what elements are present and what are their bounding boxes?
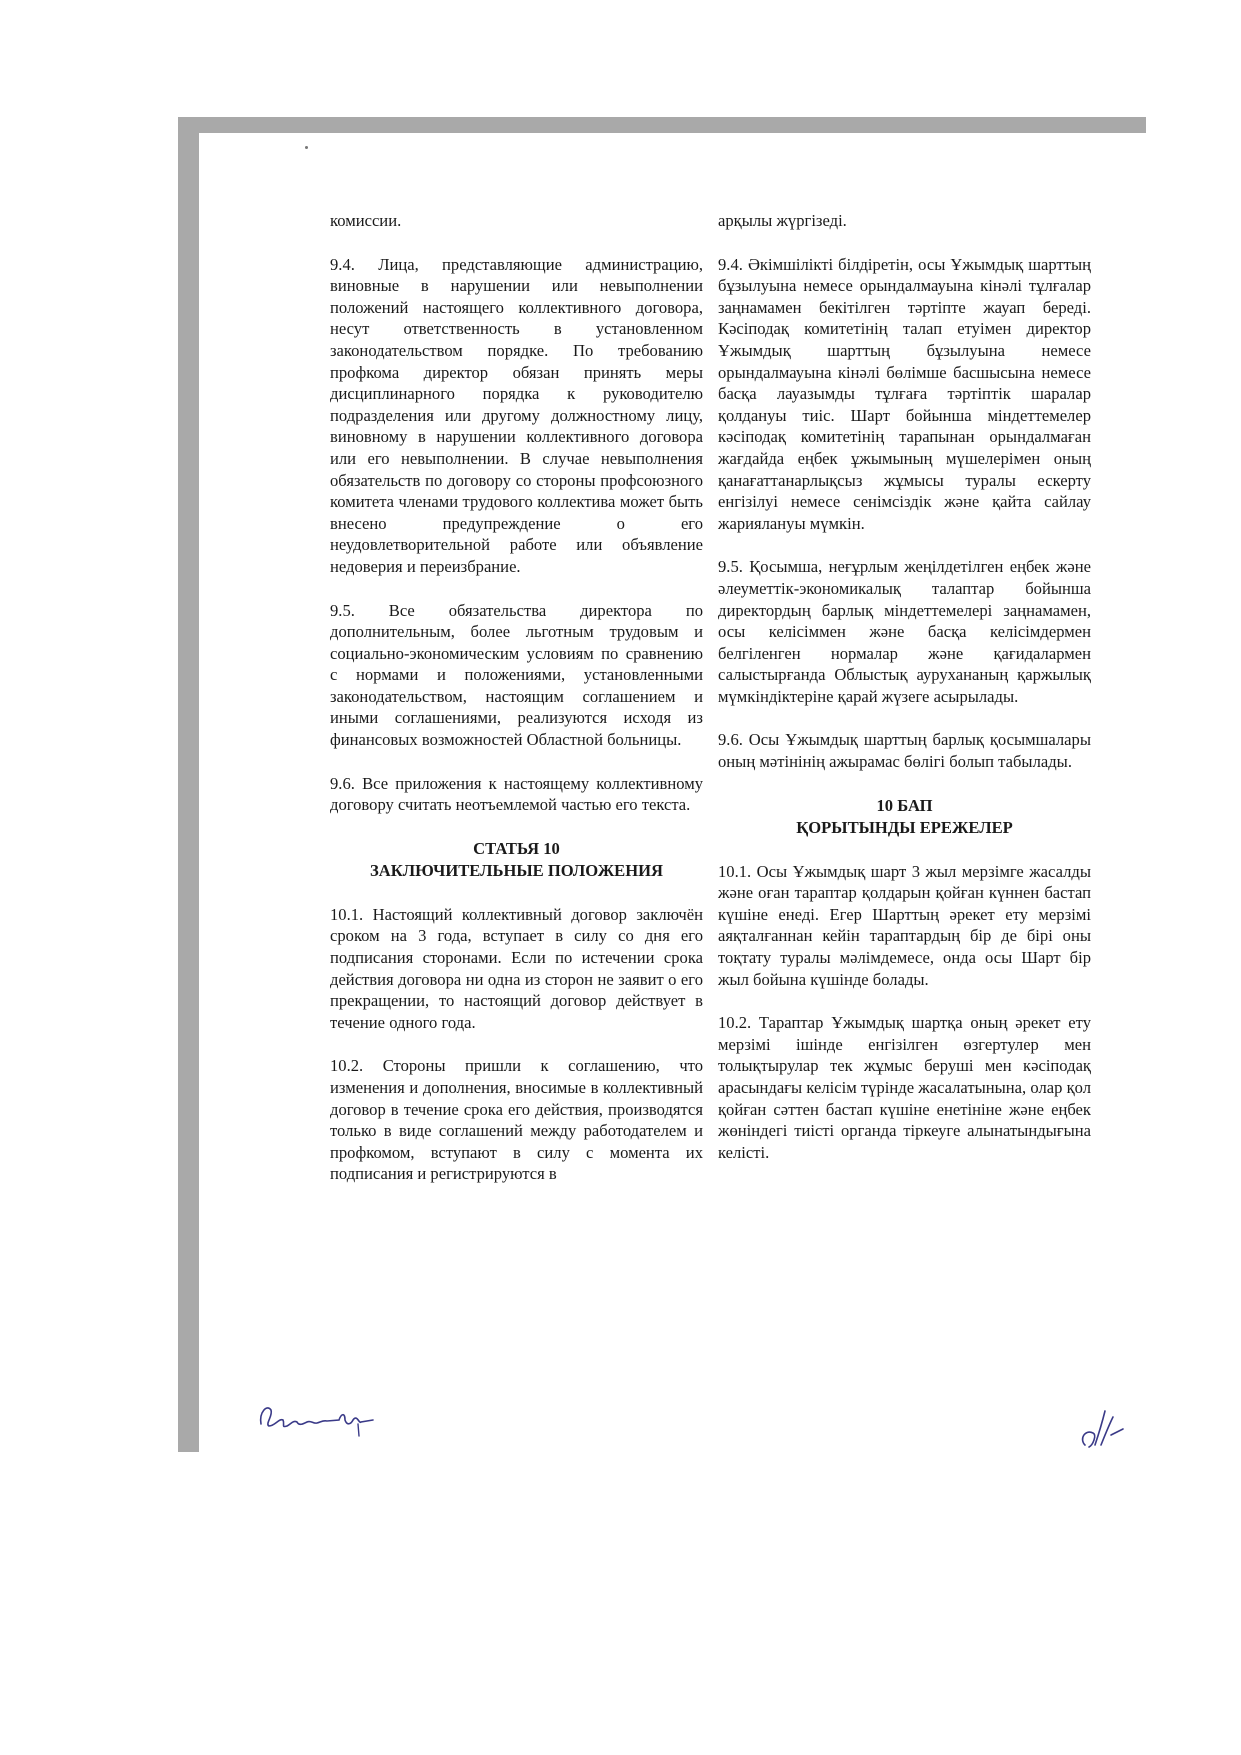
paragraph-10-1: 10.1. Настоящий коллективный договор заключён сроком на 3 года, вступает в силу со дня его подписания сторонами. Если по истечении срока действия договора ни одна из сторон не заявит о его прекращении, то настоящий договор действует в течение одного года. <box>330 904 703 1032</box>
paragraph-9-6: 9.6. Осы Ұжымдық шарттың барлық қосымшалары оның мәтінінің ажырамас бөлігі болып табылады. <box>718 730 1091 772</box>
article-heading <box>718 795 1091 839</box>
paragraph-9-4: 9.4. Лица, представляющие администрацию, виновные в нарушении или невыполнении положений настоящего коллективного договора, несут ответственность в установленном законодательством порядке. По требованию профкома директор обязан принять меры дисциплинарного порядка к руководителю подразделения или другому должностному лицу, виновному в нарушении коллективного договора или его невыполнении. В случае невыполнения обязательств по договору со стороны профсоюзного комитета членами трудового коллектива может быть внесено предупреждение о его неудовлетворительной работе или объявление недоверия и переизбрание. <box>330 254 703 576</box>
signature-left-icon <box>255 1390 385 1445</box>
kazakh-column <box>718 210 1091 1185</box>
paragraph-9-6: 9.6. Все приложения к настоящему коллективному договору считать неотъемлемой частью его текста. <box>330 773 703 815</box>
paragraph-9-4: 9.4. Әкімшілікті білдіретін, осы Ұжымдық шарттың бұзылуына немесе орындалмауына кінәлі тұлғалар заңнамамен бекітілген тәртіпте жауап береді. Кәсіподақ комитетінің талап етуімен директор Ұжымдық шарттың бұзылуына немесе орындалмауына кінәлі бөлімше басшысына немесе басқа лауазымды тұлғаға тәртіптік шаралар қолдануы тиіс. Шарт бойынша міндеттемелер кәсіподақ комитетінің тарапынан орындалмаған жағдайда еңбек ұжымының мүшелерімен оның қанағаттанарлықсыз жұмысы туралы ескерту енгізілуі немесе сенімсіздік және қайта сайлау жариялануы мүмкін. <box>718 254 1091 533</box>
paragraph-10-2: 10.2. Тараптар Ұжымдық шартқа оның әрекет ету мерзімі ішінде енгізілген өзгертулер мен толықтырулар тек жұмыс беруші мен кәсіподақ арасындағы келісім түрінде жасалатынына, олар қол қойған сәттен бастап күшіне енетініне және еңбек жөніндегі тиісті органда тіркеуге алынатындығына келісті. <box>718 1013 1091 1162</box>
scan-speck <box>305 146 308 149</box>
paragraph-10-1: 10.1. Осы Ұжымдық шарт 3 жыл мерзімге жасалды және оған тараптар қолдарын қойған күннен бастап күшіне енеді. Егер Шарттың әрекет ету мерзімі аяқталғаннан кейін тараптардың бір де бірі оны тоқтату туралы мәлімдемесе, онда осы Шарт бір жыл бойына күшінде болады. <box>718 861 1091 989</box>
russian-column <box>330 210 703 1207</box>
paragraph-continuation: комиссии. <box>330 211 402 230</box>
paragraph-9-5: 9.5. Қосымша, неғұрлым жеңілдетілген еңбек және әлеуметтік-экономикалық талаптар бойынша директордың барлық міндеттемелері заңнамамен, осы келісіммен және басқа келісімдермен белгіленген нормалар және қағидалармен салыстырғанда Облыстық аурухананың қаржылық мүмкіндіктеріне қарай жүзеге асырылады. <box>718 557 1091 706</box>
article-title: ҚОРЫТЫНДЫ ЕРЕЖЕЛЕР <box>796 817 1013 837</box>
paragraph-9-5: 9.5. Все обязательства директора по дополнительным, более льготным трудовым и социально-экономическим условиям по сравнению с нормами и положениями, установленными законодательством, настоящим соглашением и иными соглашениями, реализуются исходя из финансовых возможностей Областной больницы. <box>330 600 703 750</box>
paragraph-10-2: 10.2. Стороны пришли к соглашению, что изменения и дополнения, вносимые в коллективный договор в течение срока его действия, производятся только в виде соглашений между работодателем и профкомом, вступают в силу с момента их подписания и регистрируются в <box>330 1056 703 1184</box>
article-heading <box>330 838 703 882</box>
article-number: СТАТЬЯ 10 <box>473 838 560 858</box>
article-title: ЗАКЛЮЧИТЕЛЬНЫЕ ПОЛОЖЕНИЯ <box>369 860 664 880</box>
signature-right-icon <box>1075 1405 1135 1460</box>
article-number: 10 БАП <box>876 795 933 815</box>
paragraph-continuation: арқылы жүргізеді. <box>718 211 847 230</box>
